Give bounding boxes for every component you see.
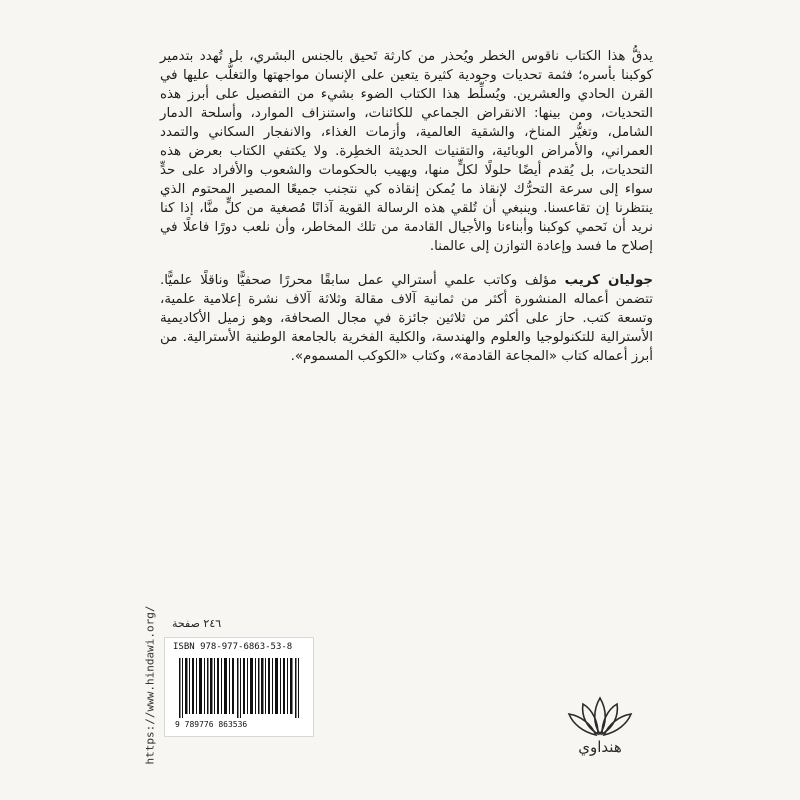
publisher-name: هنداوي (578, 738, 622, 756)
isbn-barcode-box (164, 637, 314, 737)
isbn-number: ISBN 978-977-6863-53-8 (173, 642, 293, 652)
page-count: ٢٤٦ صفحة (172, 617, 222, 630)
website-url[interactable]: https://www.hindawi.org/ (143, 605, 157, 765)
website-url-container (142, 605, 158, 765)
barcode-icon (177, 658, 301, 718)
author-bio-paragraph (160, 271, 653, 366)
author-name: جوليان كريب (564, 273, 654, 288)
author-bio: مؤلف وكاتب علمي أسترالي عمل سابقًا محررًا صحفيًّا وناقلًا علميًّا. تتضمن أعماله المنشورة أكثر من ثمانية آلاف مقالة وثلاثة آلاف نشرة إعلامية علمية، وتسعة كتب. حاز على أكثر من ثلاثين جائزة في مجال الصحافة، وهو زميل الأكاديمية الأسترالية للتكنولوجيا والعلوم والهندسة، والكلية الفخرية بالجامعة الوطنية الأسترالية. من أبرز أعماله كتاب «المجاعة القادمة»، وكتاب «الكوكب المسموم». (160, 273, 653, 364)
publisher-logo (563, 690, 637, 760)
book-description: يدقُّ هذا الكتاب ناقوس الخطر ويُحذر من كارثة تَحيق بالجنس البشري، بل تُهدد بتدمير كوكبنا بأسره؛ فثمة تحديات وجودية كثيرة يتعين على الإنسان مواجهتها والتغلُّب عليها في القرن الحادي والعشرين. ويُسلِّط هذا الكتاب الضوء بشيء من التفصيل على أبرز هذه التحديات، ومن بينها: الانقراض الجماعي للكائنات، واستنزاف الموارد، وأسلحة الدمار الشامل، وتغيُّر المناخ، والشقية العالمية، وأزمات الغذاء، والانفجار السكاني والتمدد العمراني، والأمراض الوبائية، والتقنيات الحديثة الخطِرة. ولا يكتفي الكتاب بعرض هذه التحديات، بل يُقدم أيضًا حلولًا لكلٍّ منها، ويهيب بالحكومات والشعوب والأفراد على حدٍّ سواء إلى سرعة التحرُّك لإنقاذ ما يُمكن إنقاذه كي نتجنب جميعًا المصير المحتوم الذي ينتظرنا إن تقاعسنا. وينبغي أن تُلقي هذه الرسالة القوية آذانًا مُصغية من كلٍّ منَّا، إذا كنا نريد أن نَحمي كوكبنا وأبناءنا والأجيال القادمة من تلك المخاطر، وأن نلعب دورًا فاعلًا في إصلاح ما فسد وإعادة التوازن إلى عالمنا. (160, 49, 653, 254)
hindawi-logo-icon (563, 690, 637, 738)
barcode-digits: 9 789776 863536 (175, 720, 248, 729)
